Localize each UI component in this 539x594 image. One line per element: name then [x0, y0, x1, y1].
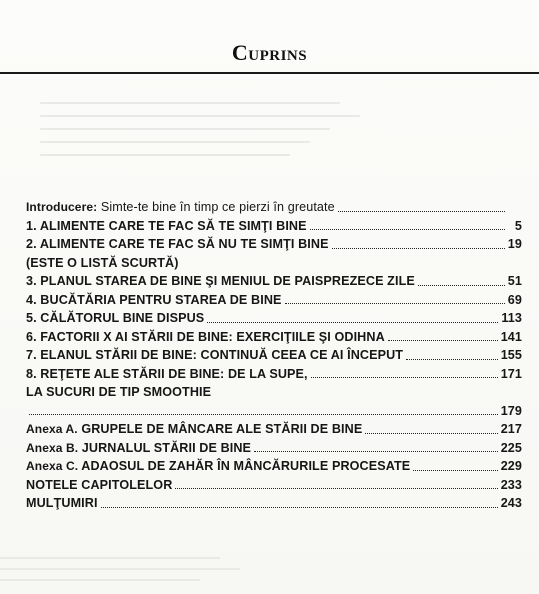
- entry-title-continued: LA SUCURI DE TIP SMOOTHIE: [26, 385, 212, 399]
- entry-title: 5. CĂLĂTORUL BINE DISPUS: [26, 311, 205, 325]
- toc-entry-4: [26, 291, 522, 310]
- toc-entry-3: [26, 272, 522, 291]
- entry-page: 19: [507, 237, 522, 251]
- entry-page: 229: [500, 459, 522, 473]
- entry-page: 217: [500, 422, 522, 436]
- entry-title: 4. BUCĂTĂRIA PENTRU STAREA DE BINE: [26, 292, 282, 307]
- entry-title: 2. ALIMENTE CARE TE FAC SĂ NU TE SIMŢI BINE: [26, 237, 329, 251]
- toc-entry-7: [26, 346, 522, 365]
- dot-leader: [101, 507, 498, 508]
- entry-title: 7. ELANUL STĂRII DE BINE: CONTINUĂ CEEA CE AI ÎNCEPUT: [26, 348, 404, 362]
- dot-leader: [388, 340, 498, 341]
- toc-entry-intro: [26, 198, 522, 217]
- toc-entry-anexa-b: [26, 439, 522, 458]
- entry-title: 3. PLANUL STAREA DE BINE ŞI MENIUL DE PAISPREZECE ZILE: [26, 274, 415, 288]
- entry-page: 113: [501, 311, 522, 325]
- toc-entry-6: [26, 328, 522, 347]
- toc-entry-notes: [26, 476, 522, 495]
- toc-entry-1: [26, 217, 522, 236]
- entry-page: 171: [500, 366, 522, 381]
- entry-title: 8. REŢETE ALE STĂRII DE BINE: DE LA SUPE,: [26, 366, 308, 381]
- entry-page: 5: [514, 218, 522, 233]
- dot-leader: [29, 414, 498, 415]
- entry-title: 6. FACTORII X AI STĂRII DE BINE: EXERCIŢIILE ŞI ODIHNA: [26, 329, 385, 344]
- entry-page: 233: [500, 477, 522, 492]
- dot-leader: [285, 303, 505, 304]
- dot-leader: [254, 451, 498, 452]
- dot-leader: [310, 229, 505, 230]
- entry-title: MULŢUMIRI: [26, 496, 98, 510]
- dot-leader: [332, 248, 505, 249]
- dot-leader: [207, 322, 498, 323]
- dot-leader: [413, 470, 497, 471]
- entry-prefix: Introducere:: [26, 200, 98, 214]
- bleed-through-text: [40, 92, 360, 202]
- entry-prefix: Anexa C.: [26, 459, 79, 473]
- dot-leader: [311, 377, 498, 378]
- entry-title-continued: (ESTE O LISTĂ SCURTĂ): [26, 255, 179, 270]
- dot-leader: [338, 211, 505, 212]
- entry-title: GRUPELE DE MÂNCARE ALE STĂRII DE BINE: [81, 422, 363, 436]
- toc-entry-2: [26, 235, 522, 272]
- toc-entry-blank: [26, 402, 522, 421]
- entry-page: 69: [507, 292, 522, 307]
- page-title: Cuprins: [231, 40, 308, 65]
- entry-title: Simte-te bine în timp ce pierzi în greutate: [100, 200, 335, 214]
- entry-page: 155: [500, 348, 522, 362]
- entry-title: 1. ALIMENTE CARE TE FAC SĂ TE SIMŢI BINE: [26, 218, 307, 233]
- entry-page: 179: [500, 403, 522, 418]
- toc-entry-8: [26, 365, 522, 402]
- dot-leader: [365, 433, 497, 434]
- entry-page: 225: [500, 440, 522, 455]
- toc-entry-anexa-a: [26, 420, 522, 439]
- entry-title: ADAOSUL DE ZAHĂR ÎN MÂNCĂRURILE PROCESATE: [81, 459, 411, 473]
- entry-page: 141: [500, 329, 522, 344]
- toc-entry-thanks: [26, 494, 522, 513]
- entry-title: JURNALUL STĂRII DE BINE: [81, 440, 252, 455]
- table-of-contents: [26, 198, 522, 513]
- title-rule: [0, 72, 539, 74]
- dot-leader: [406, 359, 498, 360]
- toc-entry-5: [26, 309, 522, 328]
- entry-page: 243: [500, 496, 522, 510]
- entry-prefix: Anexa A.: [26, 422, 78, 436]
- bleed-through-text-bottom: [0, 548, 260, 588]
- dot-leader: [175, 488, 497, 489]
- entry-title: NOTELE CAPITOLELOR: [26, 477, 173, 492]
- dot-leader: [418, 285, 505, 286]
- toc-entry-anexa-c: [26, 457, 522, 476]
- entry-prefix: Anexa B.: [26, 440, 79, 455]
- entry-page: 51: [507, 274, 522, 288]
